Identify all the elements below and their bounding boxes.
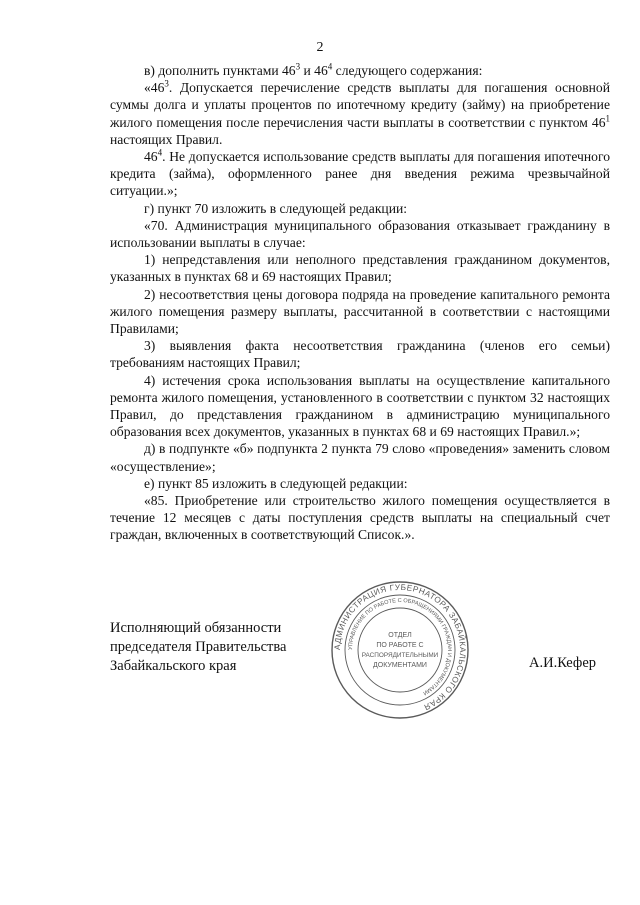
paragraph-text: и 46 (300, 63, 328, 78)
superscript: 4 (157, 147, 163, 158)
paragraph-v (110, 62, 610, 79)
paragraph-g: г) пункт 70 изложить в следующей редакции: (144, 200, 408, 216)
paragraph-46-4 (110, 148, 610, 200)
paragraph-text: 46 (144, 149, 158, 165)
paragraph-70: «70. Администрация муниципального образования отказывает гражданину в использовании выплаты в случае: (110, 217, 610, 251)
paragraph-70-3: 3) выявления факта несоответствия гражданина (членов его семьи) требованиям настоящих Правил; (110, 338, 610, 371)
signatory-line-3: Забайкальского края (110, 658, 237, 674)
seal-center-line-3: РАСПОРЯДИТЕЛЬНЫМИ (361, 652, 439, 659)
paragraph-d: д) в подпункте «б» подпункта 2 пункта 79 слово «проведения» заменить словом «осуществление»; (110, 441, 610, 474)
paragraph-46-3 (110, 79, 610, 148)
paragraph-e: е) пункт 85 изложить в следующей редакции: (144, 475, 408, 491)
seal-middle-ring (345, 595, 455, 705)
paragraph-70-4: 4) истечения срока использования выплаты на осуществление капитального ремонта жилого помещения, установленного в соответствии с пунктом 32 настоящих Правил, до представления гражданином в администрацию муниципального образования всех документов, указанных в пунктах 68 и 69 настоящих Правил.»; (110, 372, 610, 440)
paragraph-70-2: 2) несоответствия цены договора подряда на проведение капитального ремонта жилого помещения размеру выплаты, рассчитанной в соответствии с настоящими Правилами; (110, 286, 610, 337)
superscript: 3 (164, 78, 169, 89)
signatory-name: А.И.Кефер (529, 655, 597, 671)
seal-outer-text: АДМИНИСТРАЦИЯ ГУБЕРНАТОРА ЗАБАЙКАЛЬСКОГО КРАЯ (332, 582, 468, 712)
seal-center-line-2: ПО РАБОТЕ С (376, 642, 424, 649)
signatory-position (110, 619, 286, 676)
signatory-line-2: председателя Правительства (110, 639, 287, 655)
seal-center-line-1: ОТДЕЛ (388, 632, 412, 639)
document-body (110, 62, 610, 544)
paragraph-85: «85. Приобретение или строительство жилого помещения осуществляется в течение 12 месяцев с даты поступления средств выплаты на специальный счет граждан, включенных в соответствующий Список.». (110, 493, 610, 543)
superscript: 1 (605, 113, 610, 124)
paragraph-text: . Допускается перечисление средств выплаты для погашения основной суммы долга и уплаты процентов по ипотечному кредиту (займу) на приобретение жилого помещения после перечисления части выплаты в соответствии с пунктом 46 (110, 80, 610, 130)
paragraph-70-1: 1) непредставления или неполного представления гражданином документов, указанных в пунктах 68 и 69 настоящих Правил; (110, 252, 610, 285)
signatory-line-1: Исполняющий обязанности (110, 620, 282, 636)
superscript: 4 (327, 61, 333, 72)
superscript: 3 (295, 61, 301, 72)
seal-inner-text: УПРАВЛЕНИЕ ПО РАБОТЕ С ОБРАЩЕНИЯМИ ГРАЖДАН И ДОКУМЕНТАМИ (347, 597, 453, 696)
seal-inner-ring (358, 608, 442, 692)
paragraph-text: настоящих Правил. (110, 131, 223, 147)
seal-center-line-4: ДОКУМЕНТАМИ (373, 662, 427, 669)
paragraph-text: в) дополнить пунктами 46 (144, 63, 296, 78)
paragraph-text: . Не допускается использование средств выплаты для погашения ипотечного кредита (займа), оформленного ранее дня введения режима чрезвычайной ситуации.»; (110, 149, 610, 199)
page-number: 2 (316, 40, 324, 55)
official-seal (330, 580, 470, 720)
paragraph-text: «46 (144, 80, 165, 96)
paragraph-text: следующего содержания: (332, 63, 483, 78)
